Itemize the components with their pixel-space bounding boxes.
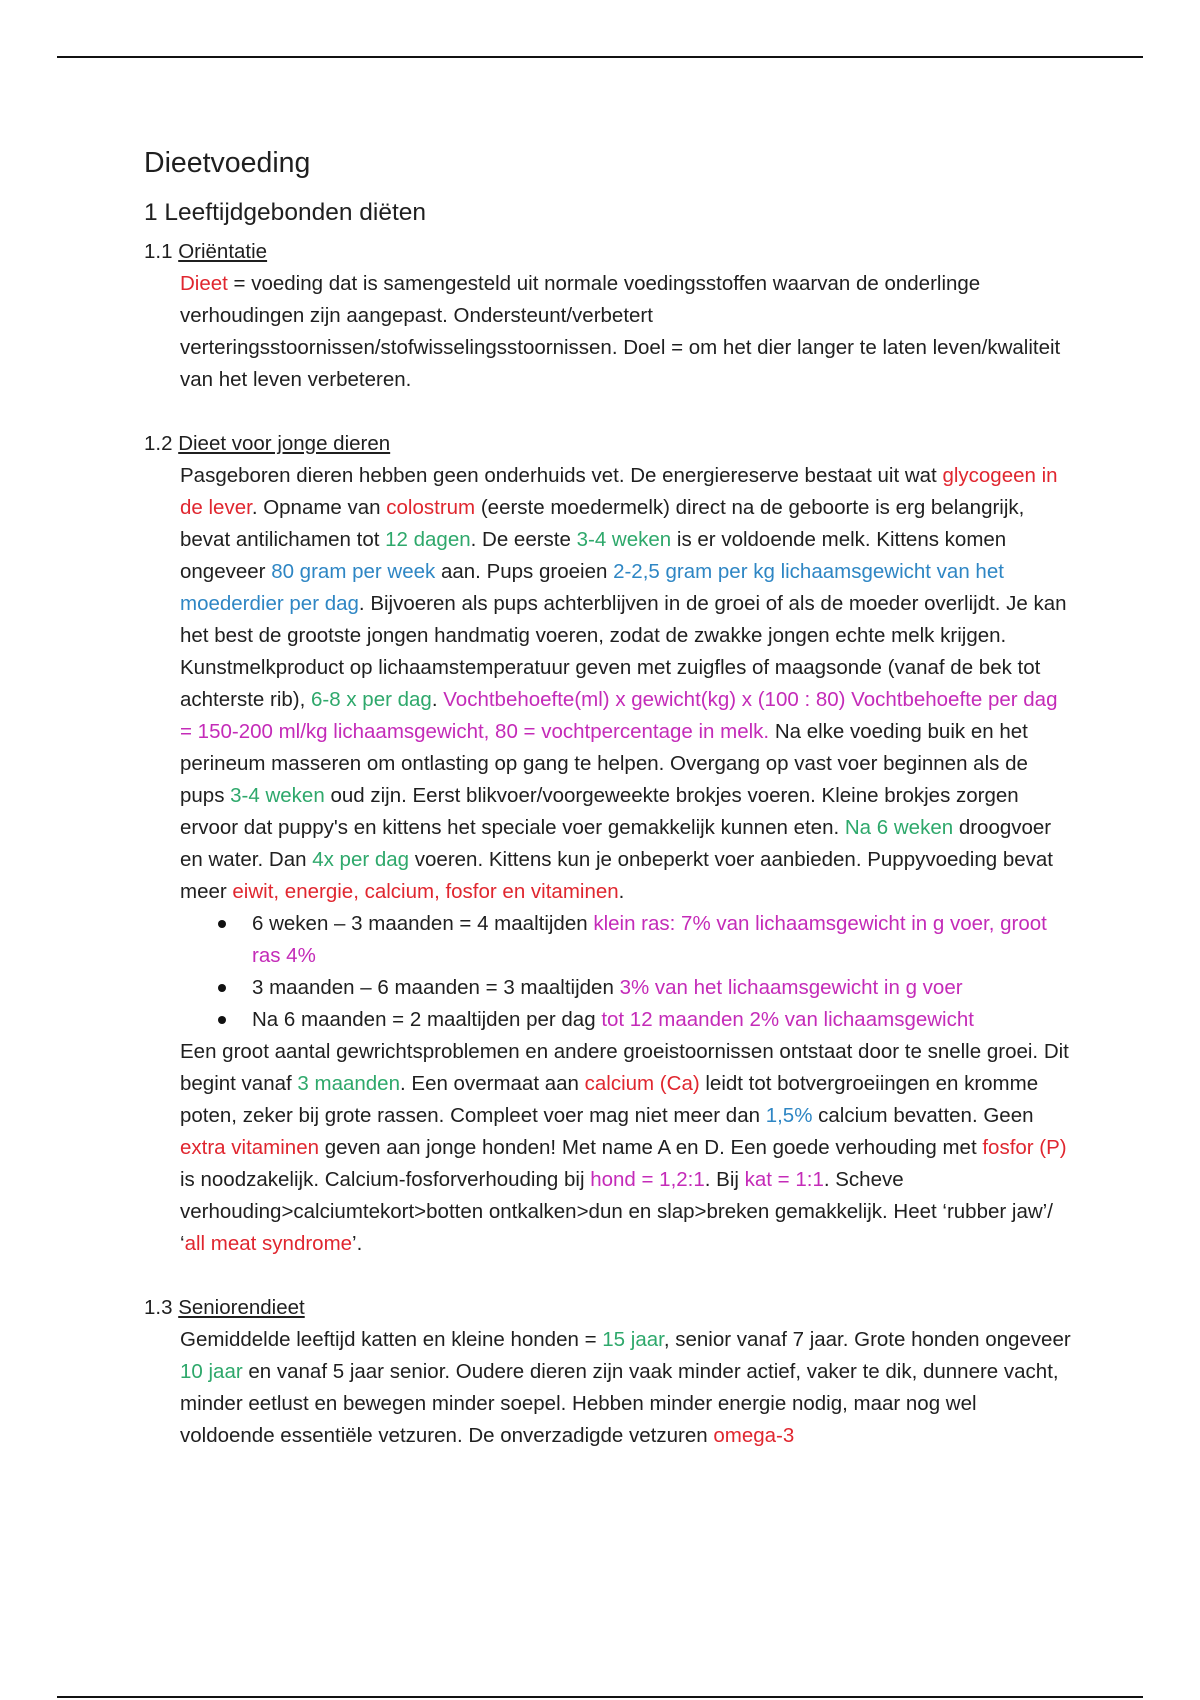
highlight-duration: 15 jaar (602, 1328, 664, 1351)
section-title: Seniorendieet (178, 1296, 305, 1319)
highlight-quantity: 1,5% (765, 1104, 813, 1127)
text-run: . Bij (704, 1168, 745, 1191)
highlight-formula: Vochtbehoefte(ml) x gewicht(kg) x (100 : 80) Vochtbehoefte per dag = 150-200 ml/kg lichaamsgewicht, 80 = vochtpercentage in melk. (180, 688, 1058, 743)
highlight-formula: tot 12 maanden 2% van lichaamsgewicht (601, 1008, 974, 1031)
text-run: . Een overmaat aan (400, 1072, 585, 1095)
highlight-formula: hond = 1,2:1 (590, 1168, 705, 1191)
highlight-duration: Na 6 weken (844, 816, 954, 839)
highlight-quantity: 2-2,5 gram per kg lichaamsgewicht van het moederdier per dag (180, 560, 1004, 615)
page-top-rule (57, 56, 1143, 58)
paragraph-seniorendieet (180, 1324, 1074, 1452)
highlight-formula: 3% van het lichaamsgewicht in g voer (619, 976, 963, 999)
highlight-term: fosfor (P) (982, 1136, 1067, 1159)
text-run: oud zijn. Eerst blikvoer/voorgeweekte brokjes voeren. Kleine brokjes zorgen ervoor dat puppy's en kittens het speciale voer gemakkelijk kunnen eten. (180, 784, 1019, 839)
section-title: Dieet voor jonge dieren (178, 432, 391, 455)
section-heading-jonge-dieren (144, 428, 1074, 460)
highlight-duration: 3-4 weken (230, 784, 325, 807)
highlight-term: glycogeen in de lever (180, 464, 1058, 519)
highlight-quantity: 80 gram per week (271, 560, 436, 583)
section-title: Oriëntatie (178, 240, 268, 263)
highlight-formula: klein ras: 7% van lichaamsgewicht in g voer, groot ras 4% (252, 912, 1047, 967)
text-run: leidt tot botvergroeiingen en kromme poten, zeker bij grote rassen. Compleet voer mag niet meer dan (180, 1072, 1039, 1127)
list-item (216, 908, 1074, 972)
text-run: Een groot aantal gewrichtsproblemen en andere groeistoornissen ontstaat door te snelle groei. Dit begint vanaf (180, 1040, 1069, 1095)
highlight-term: calcium (Ca) (584, 1072, 700, 1095)
section-number: 1.2 (144, 432, 173, 455)
highlight-term: omega-3 (713, 1424, 795, 1447)
text-run: is noodzakelijk. Calcium-fosforverhouding bij (180, 1168, 591, 1191)
text-run: 3 maanden – 6 maanden = 3 maaltijden (252, 976, 620, 999)
text-run: Pasgeboren dieren hebben geen onderhuids vet. De energiereserve bestaat uit wat (180, 464, 943, 487)
text-run: 6 weken – 3 maanden = 4 maaltijden (252, 912, 594, 935)
document-title: Dieetvoeding (144, 147, 311, 179)
highlight-term: colostrum (386, 496, 476, 519)
text-run: voeren. Kittens kun je onbeperkt voer aanbieden. Puppyvoeding bevat meer (180, 848, 1053, 903)
text-run: . Opname van (251, 496, 387, 519)
text-run: (eerste moedermelk) direct na de geboorte is erg belangrijk, bevat antilichamen tot (180, 496, 1025, 551)
highlight-duration: 10 jaar (180, 1360, 243, 1383)
text-run: . Scheve verhouding>calciumtekort>botten ontkalken>dun en slap>breken gemakkelijk. Heet ‘rubber jaw’/ ‘ (180, 1168, 1053, 1255)
section-number: 1.3 (144, 1296, 173, 1319)
text-run: Na elke voeding buik en het perineum masseren om ontlasting op gang te helpen. Overgang op vast voer beginnen als de pups (180, 720, 1028, 807)
text-run: ’. (352, 1232, 363, 1255)
text-run: = voeding dat is samengesteld uit normale voedingsstoffen waarvan de onderlinge verhoudingen zijn aangepast. Ondersteunt/verbetert verteringsstoornissen/stofwisselingsstoornissen. Doel = om het dier langer te laten leven/kwaliteit van het leven verbeteren. (180, 272, 1061, 391)
list-item (216, 972, 1074, 1004)
text-run: droogvoer en water. Dan (180, 816, 1052, 871)
document-body (144, 142, 1074, 1452)
highlight-duration: 3-4 weken (576, 528, 672, 551)
highlight-duration: 4x per dag (312, 848, 410, 871)
section-heading-seniorendieet (144, 1292, 1074, 1324)
paragraph-orientatie (180, 268, 1074, 396)
highlight-term: extra vitaminen (180, 1136, 320, 1159)
text-run: geven aan jonge honden! Met name A en D. Een goede verhouding met (319, 1136, 983, 1159)
highlight-term: eiwit, energie, calcium, fosfor en vitaminen (232, 880, 619, 903)
highlight-formula: kat = 1:1 (744, 1168, 824, 1191)
text-run: , senior vanaf 7 jaar. Grote honden ongeveer (663, 1328, 1071, 1351)
text-run: . (431, 688, 444, 711)
text-run: calcium bevatten. Geen (812, 1104, 1034, 1127)
highlight-duration: 3 maanden (297, 1072, 400, 1095)
highlight-duration: 6-8 x per dag (311, 688, 432, 711)
text-run: . Bijvoeren als pups achterblijven in de groei of als de moeder overlijdt. Je kan het best de grootste jongen handmatig voeren, zodat de zwakke jongen echte melk krijgen. Kunstmelkproduct op lichaamstemperatuur geven met zuigfles of maagsonde (vanaf de bek tot achterste rib), (180, 592, 1067, 711)
text-run: . (618, 880, 625, 903)
text-run: is er voldoende melk. Kittens komen ongeveer (180, 528, 1007, 583)
text-run: Na 6 maanden = 2 maaltijden per dag (252, 1008, 602, 1031)
highlight-duration: 12 dagen (385, 528, 471, 551)
highlight-term: Dieet (180, 272, 228, 295)
paragraph-jonge-dieren-1 (180, 460, 1074, 908)
page-bottom-rule (57, 1696, 1143, 1698)
text-run: en vanaf 5 jaar senior. Oudere dieren zijn vaak minder actief, vaker te dik, dunnere vacht, minder eetlust en bewegen minder soepel. Hebben minder energie nodig, maar nog wel voldoende essentiële vetzuren. De onverzadigde vetzuren (180, 1360, 1059, 1447)
section-number: 1.1 (144, 240, 173, 263)
list-item (216, 1004, 1074, 1036)
text-run: . De eerste (470, 528, 577, 551)
text-run: aan. Pups groeien (435, 560, 614, 583)
feeding-schedule-list (144, 908, 1074, 1036)
section-heading-orientatie (144, 236, 1074, 268)
highlight-term: all meat syndrome (184, 1232, 353, 1255)
chapter-heading: 1 Leeftijdgebonden diëten (144, 199, 427, 226)
paragraph-jonge-dieren-2 (180, 1036, 1074, 1260)
text-run: Gemiddelde leeftijd katten en kleine honden = (180, 1328, 603, 1351)
